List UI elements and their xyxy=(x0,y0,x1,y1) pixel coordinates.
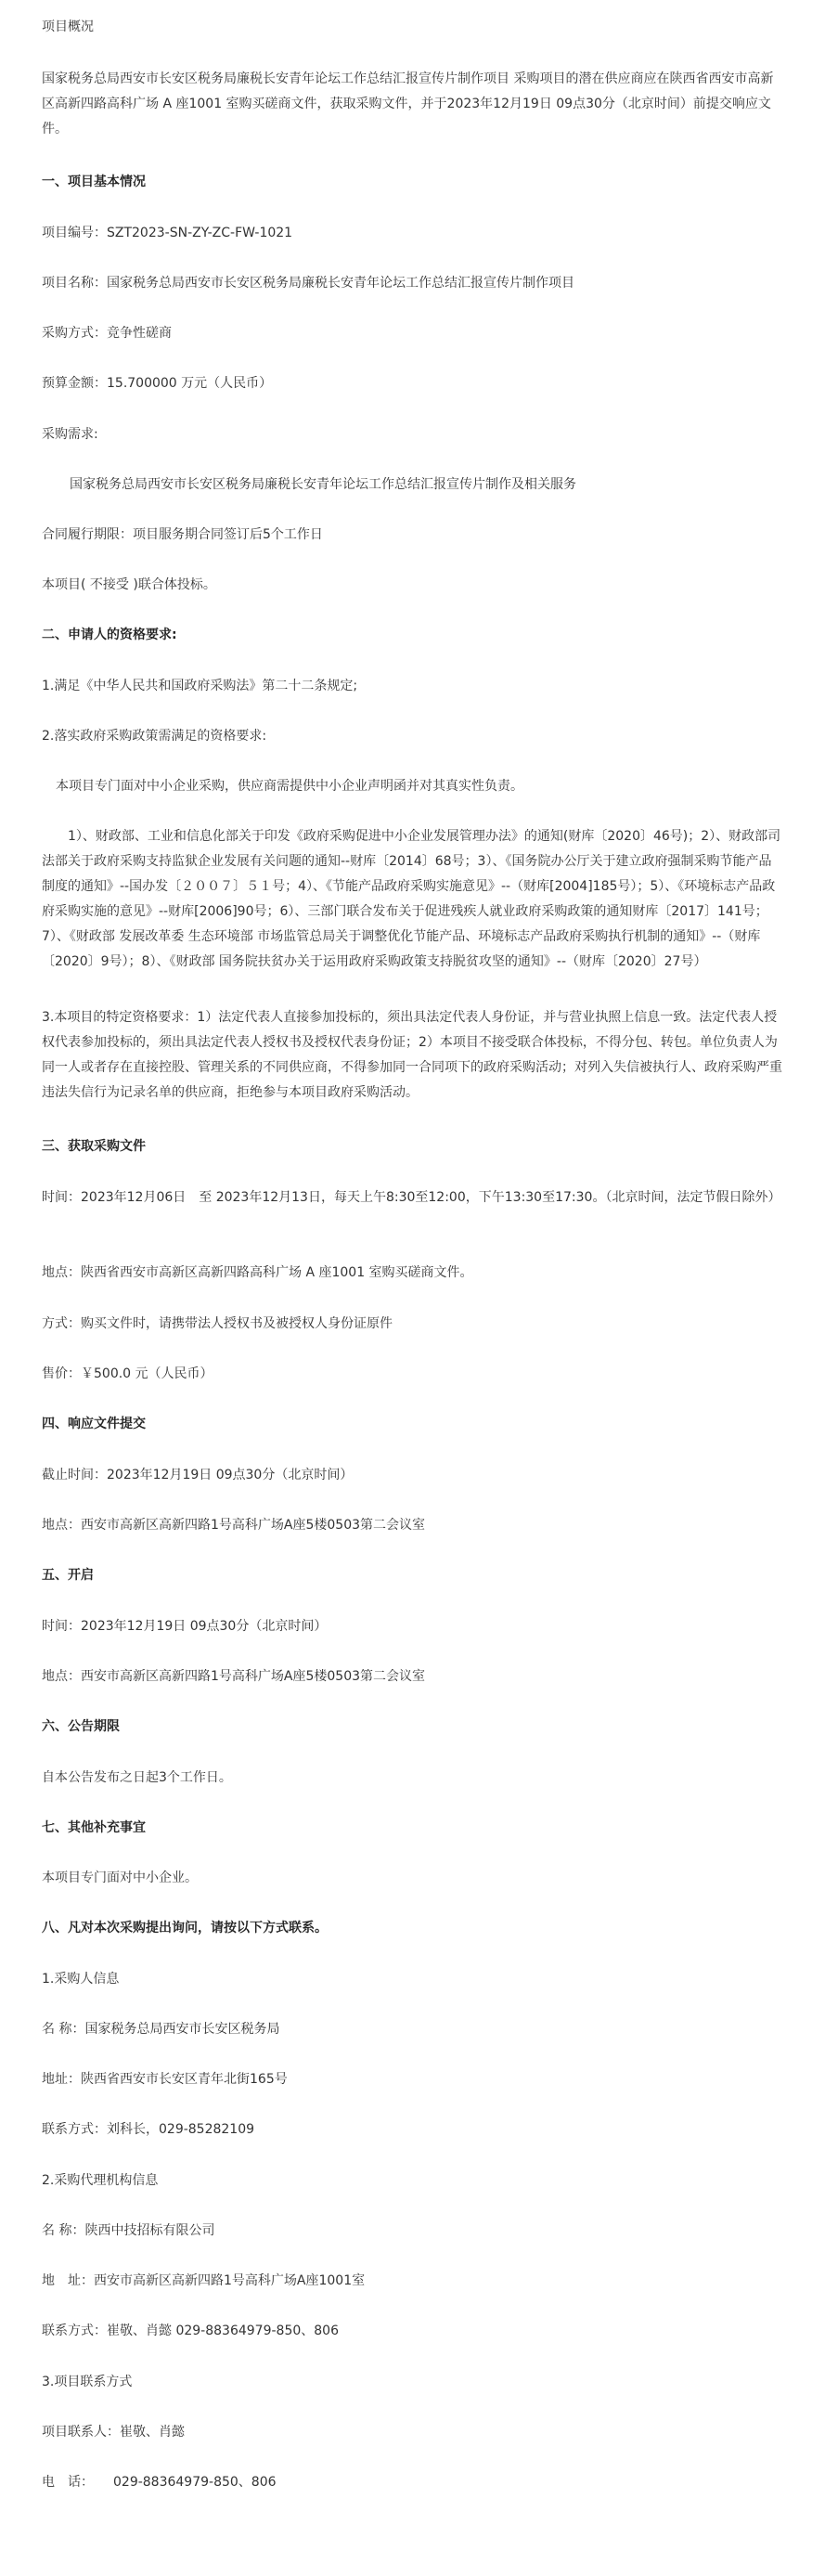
project-contact-phone: 电 话： 029-88364979-850、806 xyxy=(42,2475,277,2490)
obtain-place: 地点：陕西省西安市高新区高新四路高科广场 A 座1001 室购买磋商文件。 xyxy=(42,1265,473,1280)
policy-list: 1）、财政部、工业和信息化部关于印发《政府采购促进中小企业发展管理办法》的通知(财库〔2020〕46号)；2）、财政部司法部关于政府采购支持监狱企业发展有关问题的通知--财库〔2014〕68号；3）、《国务院办公厅关于建立政府强制采购节能产品制度的通知》--国办发〔２００７〕５１号；4）、《节能产品政府采购实施意见》--（财库[2004]185号）；5）、《环境标志产品政府采购实施的意见》--财库[2006]90号；6）、三部门联合发布关于促进残疾人就业政府采购政策的通知财库〔2017〕141号；7）、《财政部 发展改革委 生态环境部 市场监管总局关于调整优化节能产品、环境标志产品政府采购执行机制的通知》--（财库〔2020〕9号）；8）、《财政部 国务院扶贫办关于运用政府采购政策支持脱贫攻坚的通知》--（财库〔2020〕27号） xyxy=(42,829,781,969)
procurement-needs-label: 采购需求: xyxy=(42,427,98,442)
opening-place: 地点：西安市高新区高新四路1号高科广场A座5楼0503第二会议室 xyxy=(42,1669,426,1684)
section-title-submission: 四、响应文件提交 xyxy=(42,1417,146,1431)
consortium-note: 本项目( 不接受 )联合体投标。 xyxy=(42,577,216,592)
project-contact-person: 项目联系人：崔敬、肖懿 xyxy=(42,2425,185,2440)
contract-period: 合同履行期限：项目服务期合同签订后5个工作日 xyxy=(42,527,323,542)
buyer-name: 名 称：国家税务总局西安市长安区税务局 xyxy=(42,2022,280,2037)
overview-label: 项目概况 xyxy=(42,19,94,34)
document-price: 售价：￥500.0 元（人民币） xyxy=(42,1366,213,1381)
procurement-needs: 国家税务总局西安市长安区税务局廉税长安青年论坛工作总结汇报宣传片制作及相关服务 xyxy=(70,477,576,492)
section-title-opening: 五、开启 xyxy=(42,1568,94,1583)
notice-period: 自本公告发布之日起3个工作日。 xyxy=(42,1770,232,1785)
qualification-2: 2.落实政府采购政策需满足的资格要求: xyxy=(42,729,267,744)
project-contact-label: 3.项目联系方式 xyxy=(42,2375,133,2389)
overview-text: 国家税务总局西安市长安区税务局廉税长安青年论坛工作总结汇报宣传片制作项目 采购项目的潜在供应商应在陕西省西安市高新区高新四路高科广场 A 座1001 室购买磋商文件，获取采购文件，并于2023年12月19日 09点30分（北京时间）前提交响应文件。 xyxy=(42,71,774,136)
project-name: 项目名称：国家税务总局西安市长安区税务局廉税长安青年论坛工作总结汇报宣传片制作项目 xyxy=(42,276,574,291)
procurement-method: 采购方式：竞争性磋商 xyxy=(42,326,172,341)
submission-deadline: 截止时间：2023年12月19日 09点30分（北京时间） xyxy=(42,1468,354,1482)
section-title-obtain-documents: 三、获取采购文件 xyxy=(42,1139,146,1154)
agent-address: 地 址：西安市高新区高新四路1号高科广场A座1001室 xyxy=(42,2273,366,2288)
section-title-other: 七、其他补充事宜 xyxy=(42,1820,146,1835)
qualification-1: 1.满足《中华人民共和国政府采购法》第二十二条规定; xyxy=(42,679,358,693)
submission-place: 地点：西安市高新区高新四路1号高科广场A座5楼0503第二会议室 xyxy=(42,1518,426,1533)
budget-amount: 预算金额：15.700000 万元（人民币） xyxy=(42,376,273,391)
buyer-contact: 联系方式：刘科长，029-85282109 xyxy=(42,2122,255,2137)
qualification-3: 3.本项目的特定资格要求：1）法定代表人直接参加投标的，须出具法定代表人身份证，并与营业执照上信息一致。法定代表人授权代表参加投标的，须出具法定代表人授权书及授权代表身份证；2）本项目不接受联合体投标，不得分包、转包。单位负责人为同一人或者存在直接控股、管理关系的不同供应商，不得参加同一合同项下的政府采购活动；对列入失信被执行人、政府采购严重违法失信行为记录名单的供应商，拒绝参与本项目政府采购活动。 xyxy=(42,1010,782,1100)
qualification-2-text: 本项目专门面对中小企业采购，供应商需提供中小企业声明函并对其真实性负责。 xyxy=(56,779,523,794)
obtain-way: 方式：购买文件时，请携带法人授权书及被授权人身份证原件 xyxy=(42,1316,393,1331)
other-matters: 本项目专门面对中小企业。 xyxy=(42,1871,198,1885)
section-title-qualifications: 二、申请人的资格要求: xyxy=(42,628,177,642)
buyer-address: 地址：陕西省西安市长安区青年北街165号 xyxy=(42,2072,288,2087)
buyer-info-label: 1.采购人信息 xyxy=(42,1972,120,1987)
obtain-time: 时间：2023年12月06日 至 2023年12月13日，每天上午8:30至12:00，下午13:30至17:30。（北京时间，法定节假日除外） xyxy=(42,1190,781,1205)
project-number: 项目编号：SZT2023-SN-ZY-ZC-FW-1021 xyxy=(42,226,293,240)
agent-info-label: 2.采购代理机构信息 xyxy=(42,2173,159,2188)
agent-contact: 联系方式：崔敬、肖懿 029-88364979-850、806 xyxy=(42,2324,339,2338)
agent-name: 名 称：陕西中技招标有限公司 xyxy=(42,2223,215,2238)
opening-time: 时间：2023年12月19日 09点30分（北京时间） xyxy=(42,1619,328,1634)
section-title-contact: 八、凡对本次采购提出询问，请按以下方式联系。 xyxy=(42,1921,328,1935)
section-title-notice-period: 六、公告期限 xyxy=(42,1719,120,1734)
section-title-basic-info: 一、项目基本情况 xyxy=(42,175,146,189)
